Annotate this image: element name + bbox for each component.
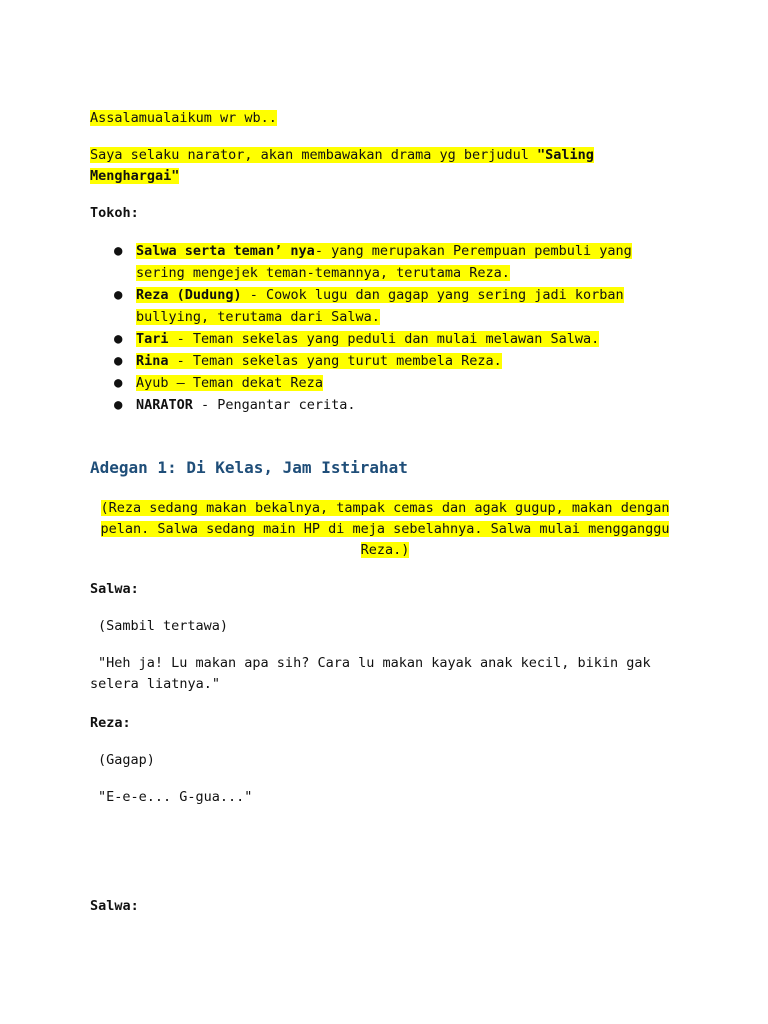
list-item [90, 284, 680, 328]
list-item [90, 350, 680, 372]
list-item [90, 394, 680, 416]
character-desc: – Teman dekat Reza [168, 375, 323, 391]
character-name: Salwa serta teman’ nya [136, 243, 315, 259]
greeting [90, 108, 680, 129]
character-desc: - Cowok lugu dan gagap yang sering jadi korban bullying, terutama dari Salwa. [136, 287, 624, 325]
greeting-text: Assalamualaikum wr wb.. [90, 110, 277, 126]
character-name: Rina [136, 353, 169, 369]
bullet-icon: ● [114, 243, 123, 259]
list-item [90, 372, 680, 394]
intro-paragraph [90, 145, 680, 187]
bullet-icon: ● [114, 397, 123, 413]
speaker-label: Salwa: [90, 898, 139, 914]
bullet-icon: ● [114, 287, 123, 303]
scene-heading: Adegan 1: Di Kelas, Jam Istirahat [90, 458, 408, 477]
tokoh-label: Tokoh: [90, 205, 139, 221]
stage-direction [90, 498, 680, 561]
list-item [90, 328, 680, 350]
character-name: Ayub [136, 375, 169, 391]
dialogue-line: "Heh ja! Lu makan apa sih? Cara lu makan kayak anak kecil, bikin gak selera liatnya." [90, 655, 651, 692]
dialogue-line: (Sambil tertawa) [98, 618, 229, 634]
character-desc: - Teman sekelas yang turut membela Reza. [168, 353, 502, 369]
character-name: Reza (Dudung) [136, 287, 242, 303]
speaker-label: Salwa: [90, 581, 139, 597]
drama-title: "Saling Menghargai" [90, 147, 594, 184]
character-desc: - Teman sekelas yang peduli dan mulai melawan Salwa. [168, 331, 600, 347]
intro-text: Saya selaku narator, akan membawakan drama yg berjudul [90, 147, 538, 163]
character-name: Tari [136, 331, 169, 347]
document-page [90, 108, 680, 917]
bullet-icon: ● [114, 353, 123, 369]
stage-direction-text: (Reza sedang makan bekalnya, tampak cemas dan agak gugup, makan dengan pelan. Salwa sedang main HP di meja sebelahnya. Salwa mulai mengganggu Reza.) [100, 500, 670, 558]
character-list [90, 240, 680, 416]
speaker-label: Reza: [90, 715, 131, 731]
dialogue-line: (Gagap) [98, 752, 155, 768]
bullet-icon: ● [114, 331, 123, 347]
character-desc: - yang merupakan Perempuan pembuli yang sering mengejek teman-temannya, terutama Reza. [136, 243, 632, 281]
bullet-icon: ● [114, 375, 123, 391]
character-name: NARATOR [136, 397, 193, 413]
dialogue-line: "E-e-e... G-gua..." [98, 789, 253, 805]
character-desc: - Pengantar cerita. [192, 397, 356, 413]
list-item [90, 240, 680, 284]
